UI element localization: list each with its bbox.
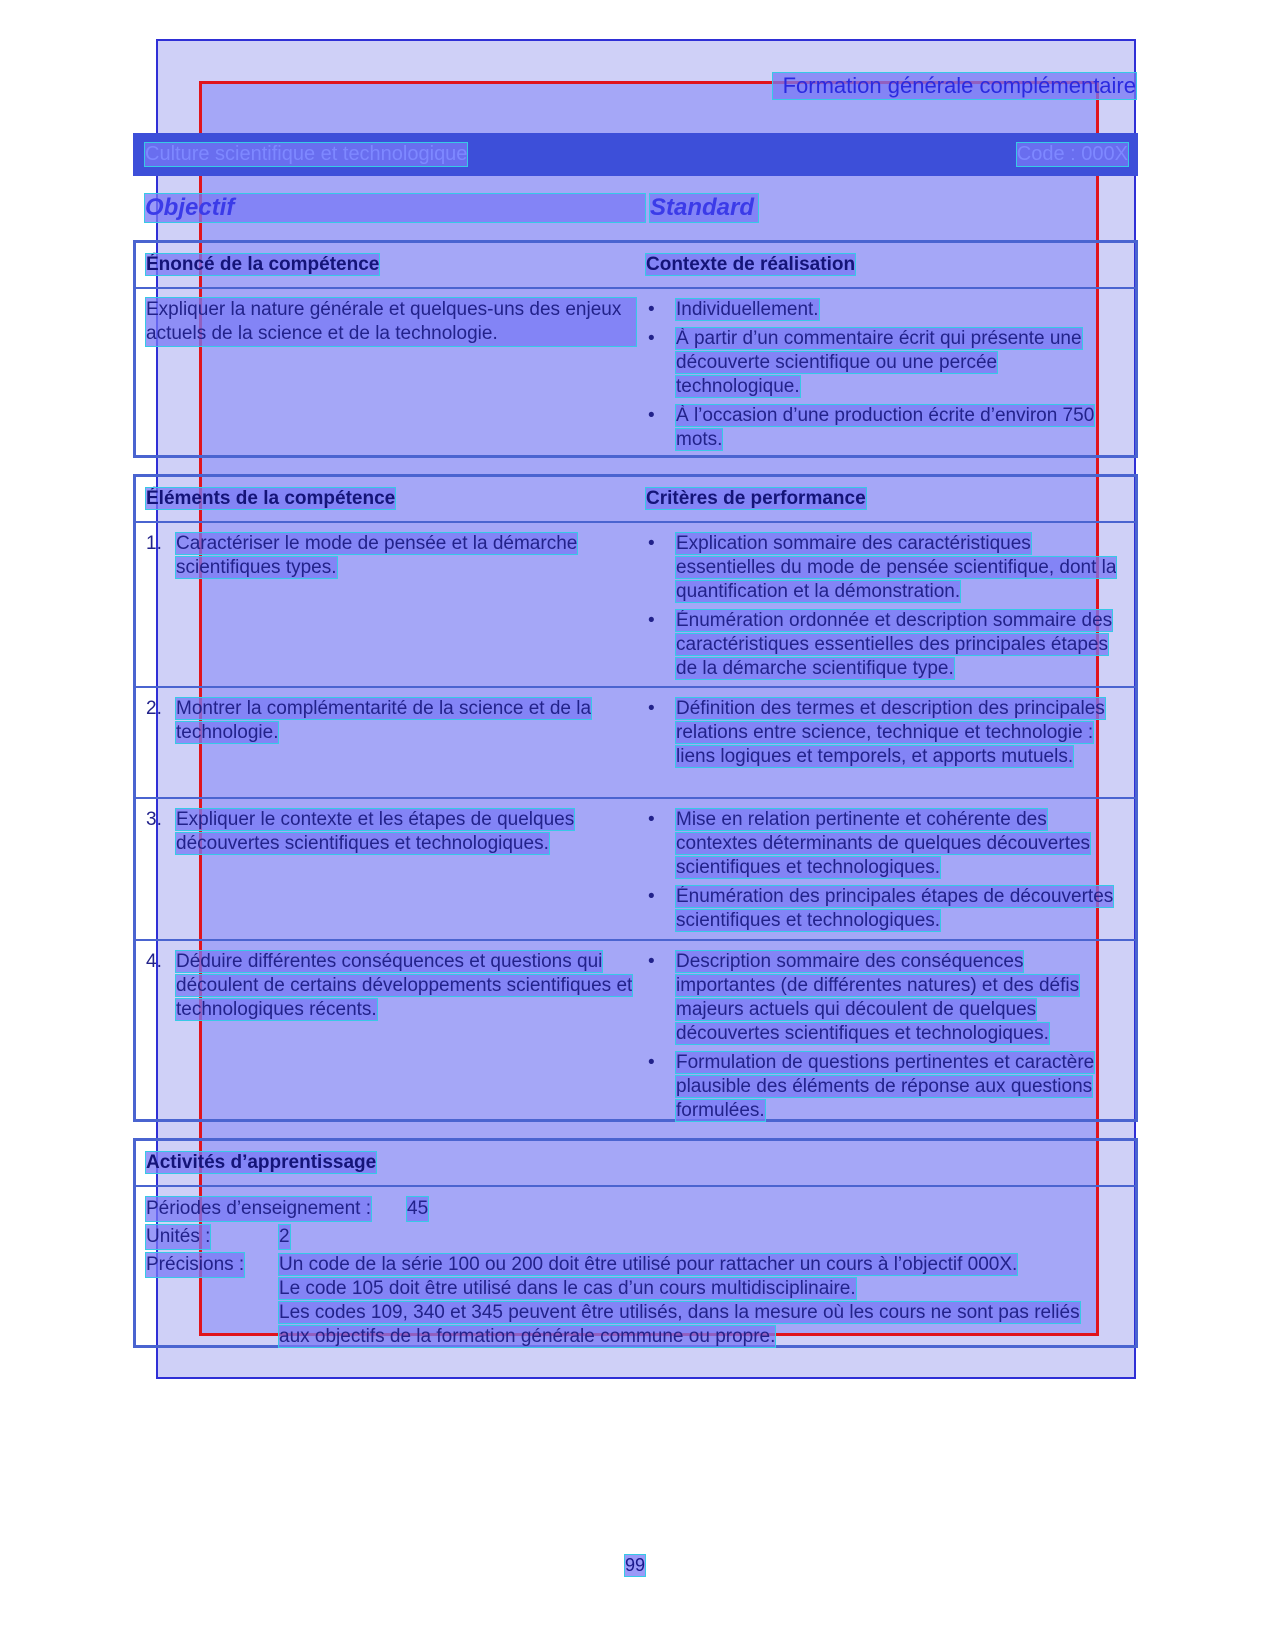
element-number: 4. [146, 951, 162, 972]
elements-header-row [136, 477, 1135, 523]
precision-line: Un code de la série 100 ou 200 doit être utilisé pour rattacher un cours à l’objectif 000X. [279, 1254, 1018, 1275]
element-text: Déduire différentes conséquences et questions qui découlent de certains développements scientifiques et technologiques récents. [176, 951, 633, 1020]
periodes-label: Périodes d’enseignement : [146, 1198, 371, 1219]
element-text: Montrer la complémentarité de la science et de la technologie. [176, 698, 592, 743]
element-text: Expliquer le contexte et les étapes de quelques découvertes scientifiques et technologiques. [176, 809, 575, 854]
bullet-icon: • [648, 698, 655, 719]
activites-section [133, 1138, 1138, 1348]
objectif-label: Objectif [145, 194, 645, 222]
element-text: Caractériser le mode de pensée et la démarche scientifiques types. [176, 533, 578, 578]
enonce-header: Énoncé de la compétence [146, 254, 380, 275]
subject-banner [133, 133, 1138, 176]
bullet-icon: • [648, 299, 655, 320]
competence-body-row [136, 289, 1135, 457]
bullet-icon: • [648, 809, 655, 830]
criterion-item: • Formulation de questions pertinentes et caractère plausible des éléments de réponse aux questions formulées. [648, 1052, 1095, 1121]
unites-value: 2 [279, 1226, 290, 1247]
element-row-1 [136, 523, 1135, 688]
enonce-text: Expliquer la nature générale et quelques-uns des enjeux actuels de la science et de la technologie. [146, 298, 636, 346]
criterion-item: • Énumération ordonnée et description sommaire des caractéristiques essentielles des principales étapes de la démarche scientifique type. [648, 610, 1113, 679]
subject-code: Code : 000X [1016, 143, 1128, 165]
precision-line: Les codes 109, 340 et 345 peuvent être utilisés, dans la mesure où les cours ne sont pas reliés aux objectifs de la formation générale commune ou propre. [279, 1302, 1080, 1347]
contexte-item: • Individuellement. [648, 299, 819, 320]
page-number: 99 [625, 1555, 646, 1575]
criterion-item: • Description sommaire des conséquences importantes (de différentes natures) et des défis majeurs actuels qui découlent de quelques découvertes scientifiques et technologiques. [648, 951, 1080, 1044]
bullet-icon: • [648, 951, 655, 972]
subject-title: Culture scientifique et technologique [145, 143, 468, 165]
bullet-icon: • [648, 328, 655, 349]
competence-header-row [136, 243, 1135, 289]
bullet-icon: • [648, 1052, 655, 1073]
document-header-title: Formation générale complémentaire [773, 73, 1136, 99]
standard-label: Standard [650, 194, 758, 222]
bullet-icon: • [648, 533, 655, 554]
activites-body-row [136, 1187, 1135, 1347]
criterion-item: • Énumération des principales étapes de découvertes scientifiques et technologiques. [648, 886, 1114, 931]
element-row-4 [136, 941, 1135, 1127]
activites-header: Activités d’apprentissage [146, 1152, 377, 1173]
periodes-value: 45 [407, 1198, 429, 1219]
element-number: 1. [146, 533, 162, 554]
criterion-item: • Mise en relation pertinente et cohérente des contextes déterminants de quelques découvertes scientifiques et technologiques. [648, 809, 1091, 878]
competence-section [133, 240, 1138, 458]
element-row-3 [136, 799, 1135, 941]
activites-header-row [136, 1141, 1135, 1187]
precision-line: Le code 105 doit être utilisé dans le cas d’un cours multidisciplinaire. [279, 1278, 856, 1299]
contexte-header: Contexte de réalisation [646, 254, 856, 275]
bullet-icon: • [648, 610, 655, 631]
bullet-icon: • [648, 405, 655, 426]
precisions-label: Précisions : [146, 1254, 245, 1275]
unites-label: Unités : [146, 1226, 211, 1247]
element-row-2 [136, 688, 1135, 799]
elements-header: Éléments de la compétence [146, 488, 396, 509]
element-number: 3. [146, 809, 162, 830]
criteres-header: Critères de performance [646, 488, 866, 509]
criterion-item: • Définition des termes et description des principales relations entre science, technique et technologie : liens logiques et temporels, et apports mutuels. [648, 698, 1105, 767]
element-number: 2. [146, 698, 162, 719]
criterion-item: • Explication sommaire des caractéristiques essentielles du mode de pensée scientifique, dont la quantification et la démonstration. [648, 533, 1117, 602]
contexte-item: • À partir d’un commentaire écrit qui présente une découverte scientifique ou une percée technologique. [648, 328, 1082, 397]
bullet-icon: • [648, 886, 655, 907]
contexte-list [646, 298, 1125, 457]
contexte-item: • À l’occasion d’une production écrite d’environ 750 mots. [648, 405, 1095, 450]
elements-section [133, 474, 1138, 1122]
